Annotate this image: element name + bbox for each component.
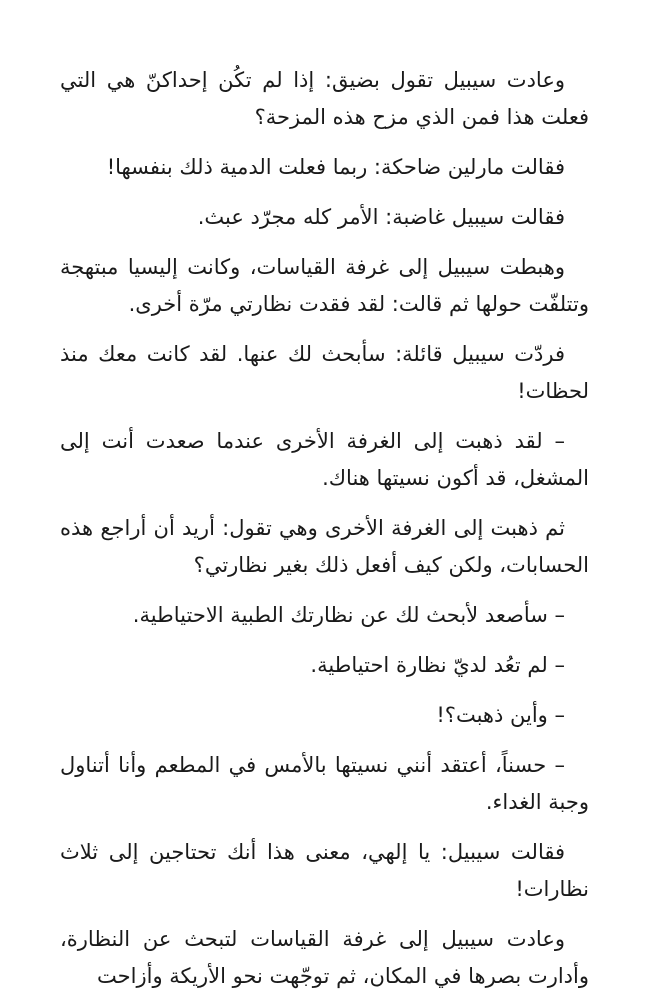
paragraph-2: فقالت مارلين ضاحكة: ربما فعلت الدمية ذلك بنفسها! (106, 155, 565, 179)
paragraph-10: – وأين ذهبت؟! (436, 703, 565, 727)
paragraph-11: – حسناً، أعتقد أنني نسيتها بالأمس في المطعم وأنا أتناول وجبة الغداء. (60, 753, 589, 814)
paragraph-4: وهبطت سيبيل إلى غرفة القياسات، وكانت إليسيا مبتهجة وتتلفّت حولها ثم قالت: لقد فقدت نظارتي مرّة أخرى. (60, 255, 589, 316)
paragraph-1: وعادت سيبيل تقول بضيق: إذا لم تكُن إحداكنّ هي التي فعلت هذا فمن الذي مزح هذه المزحة؟ (60, 68, 589, 129)
paragraph-13: وعادت سيبيل إلى غرفة القياسات لتبحث عن النظارة، وأدارت بصرها في المكان، ثم توجّهت نحو الأريكة وأزاحت (60, 927, 589, 988)
paragraph-6: – لقد ذهبت إلى الغرفة الأخرى عندما صعدت أنت إلى المشغل، قد أكون نسيتها هناك. (60, 429, 589, 490)
paragraph-3: فقالت سيبيل غاضبة: الأمر كله مجرّد عبث. (197, 205, 565, 229)
paragraph-5: فردّت سيبيل قائلة: سأبحث لك عنها. لقد كانت معك منذ لحظات! (60, 342, 589, 403)
paragraph-7: ثم ذهبت إلى الغرفة الأخرى وهي تقول: أريد أن أراجع هذه الحسابات، ولكن كيف أفعل ذلك بغير نظارتي؟ (60, 516, 589, 577)
paragraph-12: فقالت سيبيل: يا إلهي، معنى هذا أنك تحتاجين إلى ثلاث نظارات! (60, 840, 589, 901)
paragraph-9: – لم تعُد لديّ نظارة احتياطية. (310, 653, 565, 677)
paragraph-8: – سأصعد لأبحث لك عن نظارتك الطبية الاحتياطية. (132, 603, 565, 627)
book-page (60, 62, 589, 1008)
